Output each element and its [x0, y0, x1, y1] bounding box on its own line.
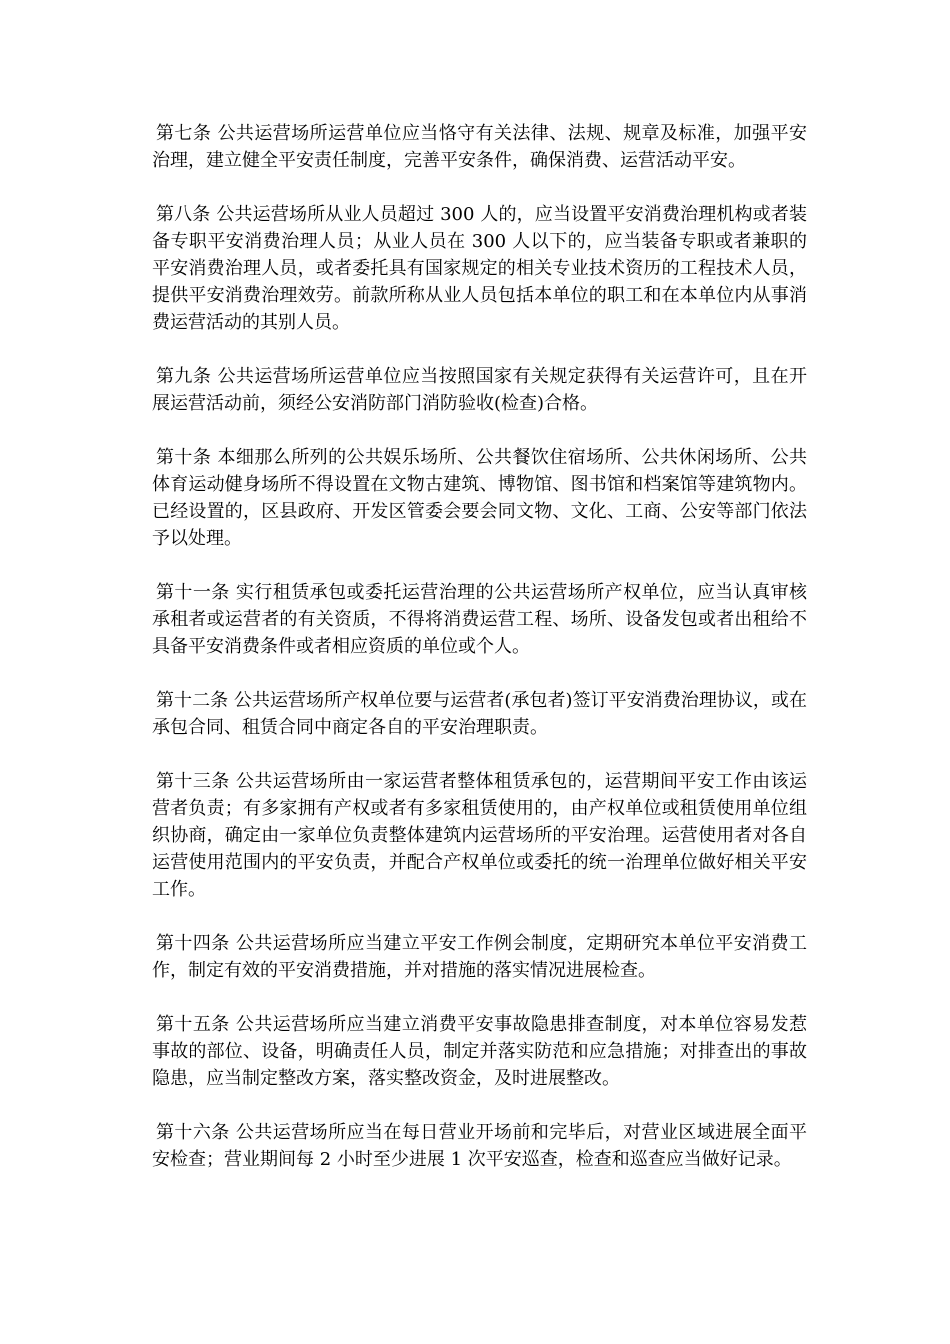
article-15-paragraph: 第十五条 公共运营场所应当建立消费平安事故隐患排查制度，对本单位容易发惹事故的部位、设备，明确责任人员，制定并落实防范和应急措施；对排查出的事故隐患，应当制定整改方案，落实整改资金，及时进展整改。 [152, 1014, 807, 1089]
article-14-paragraph: 第十四条 公共运营场所应当建立平安工作例会制度，定期研究本单位平安消费工作，制定有效的平安消费措施，并对措施的落实情况进展检查。 [152, 933, 807, 981]
article-9-paragraph: 第九条 公共运营场所运营单位应当按照国家有关规定获得有关运营许可，且在开展运营活动前，须经公安消防部门消防验收(检查)合格。 [152, 366, 807, 414]
article-13-paragraph: 第十三条 公共运营场所由一家运营者整体租赁承包的，运营期间平安工作由该运营者负责；有多家拥有产权或者有多家租赁使用的，由产权单位或租赁使用单位组织协商，确定由一家单位负责整体建筑内运营场所的平安治理。运营使用者对各自运营使用范围内的平安负责，并配合产权单位或委托的统一治理单位做好相关平安工作。 [152, 771, 807, 900]
document-body [152, 120, 807, 1200]
article-10-paragraph: 第十条 本细那么所列的公共娱乐场所、公共餐饮住宿场所、公共休闲场所、公共体育运动健身场所不得设置在文物古建筑、博物馆、图书馆和档案馆等建筑物内。已经设置的，区县政府、开发区管委会要会同文物、文化、工商、公安等部门依法予以处理。 [152, 447, 807, 549]
article-12-paragraph: 第十二条 公共运营场所产权单位要与运营者(承包者)签订平安消费治理协议，或在承包合同、租赁合同中商定各自的平安治理职责。 [152, 690, 807, 738]
article-8-paragraph: 第八条 公共运营场所从业人员超过 300 人的，应当设置平安消费治理机构或者装备专职平安消费治理人员；从业人员在 300 人以下的，应当装备专职或者兼职的平安消费治理人员，或者委托具有国家规定的相关专业技术资历的工程技术人员，提供平安消费治理效劳。前款所称从业人员包括本单位的职工和在本单位内从事消费运营活动的其别人员。 [152, 204, 807, 333]
article-7-paragraph: 第七条 公共运营场所运营单位应当恪守有关法律、法规、规章及标准，加强平安治理，建立健全平安责任制度，完善平安条件，确保消费、运营活动平安。 [152, 123, 807, 171]
article-11-paragraph: 第十一条 实行租赁承包或委托运营治理的公共运营场所产权单位，应当认真审核承租者或运营者的有关资质，不得将消费运营工程、场所、设备发包或者出租给不具备平安消费条件或者相应资质的单位或个人。 [152, 582, 807, 657]
article-16-paragraph: 第十六条 公共运营场所应当在每日营业开场前和完毕后，对营业区域进展全面平安检查；营业期间每 2 小时至少进展 1 次平安巡查，检查和巡查应当做好记录。 [152, 1122, 807, 1170]
